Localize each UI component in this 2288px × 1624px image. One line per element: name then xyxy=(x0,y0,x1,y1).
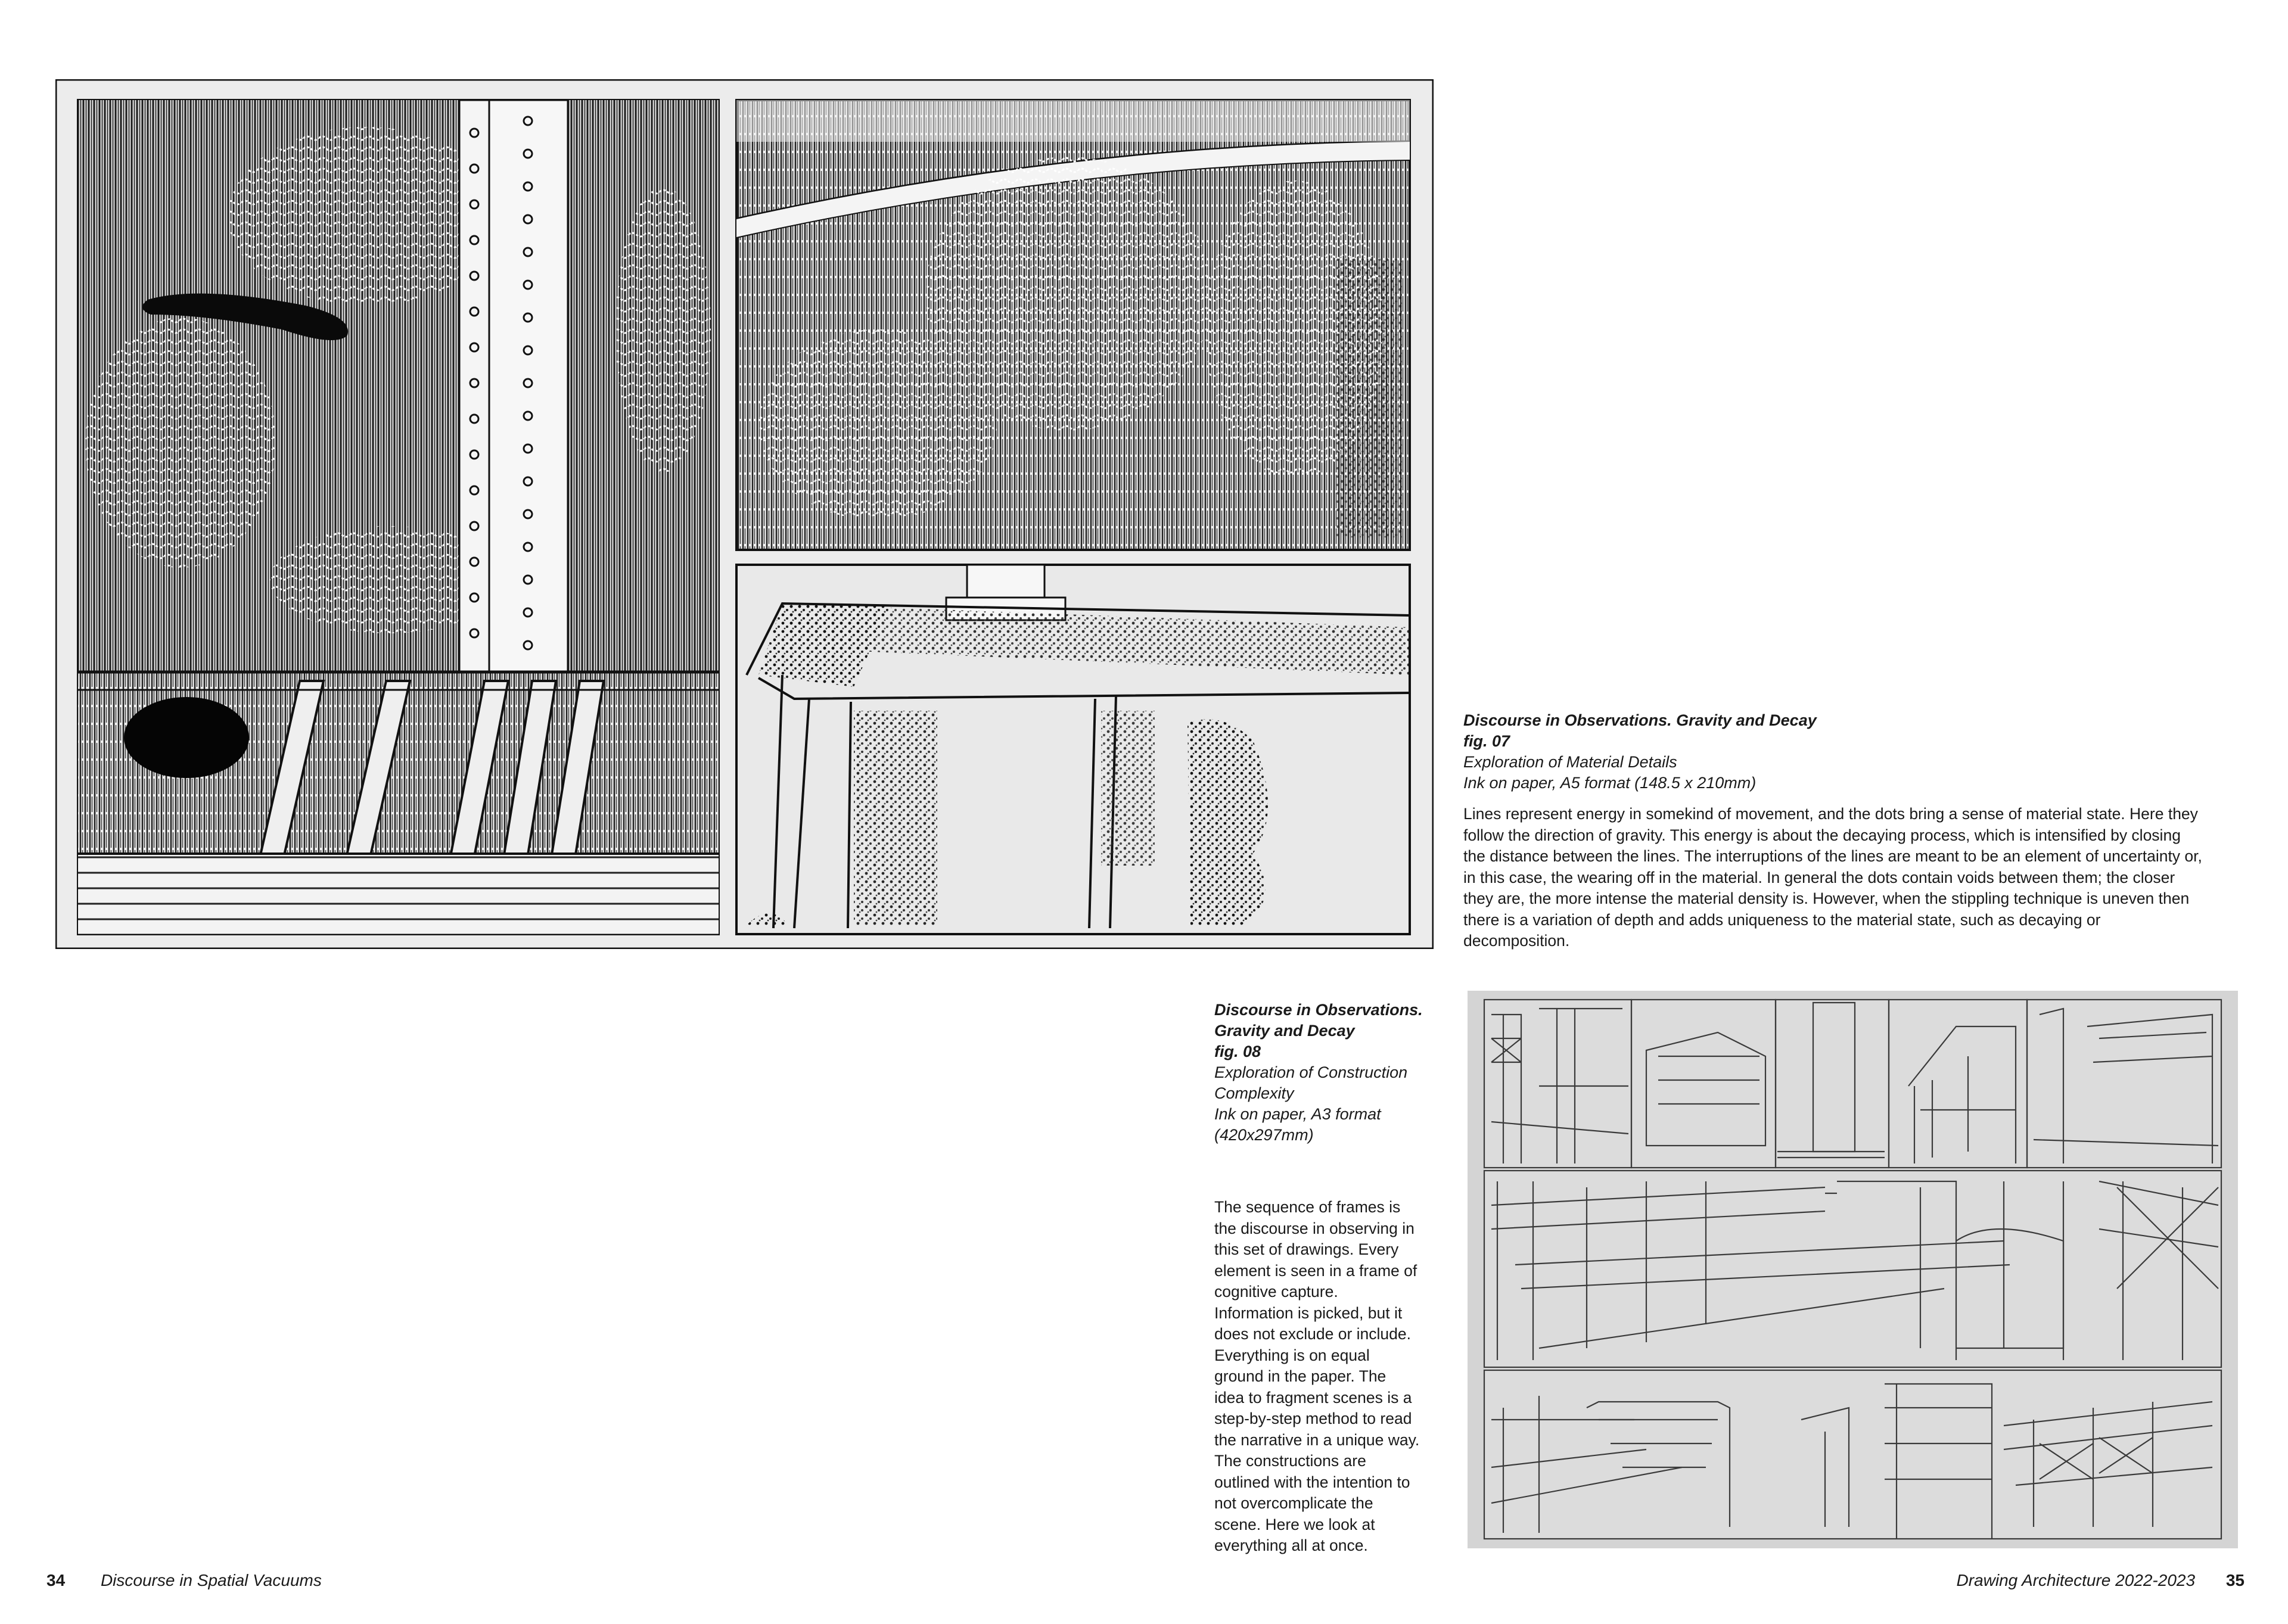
fig08-number: fig. 08 xyxy=(1214,1043,1261,1060)
left-running-title: Discourse in Spatial Vacuums xyxy=(100,1571,322,1589)
left-page-number: 34 xyxy=(46,1571,66,1589)
fig08-title-line2: Gravity and Decay xyxy=(1214,1022,1355,1040)
fig08-medium-line1: Ink on paper, A3 format xyxy=(1214,1105,1381,1123)
fig08-subtitle-line1: Exploration of Construction xyxy=(1214,1063,1408,1081)
footer-right xyxy=(1907,1570,2245,1591)
fig08-drawing xyxy=(1468,991,2238,1548)
right-running-title: Drawing Architecture 2022-2023 xyxy=(1956,1571,2196,1589)
fig08-caption xyxy=(1214,1000,1441,1146)
fig07-medium: Ink on paper, A5 format (148.5 x 210mm) xyxy=(1463,774,1757,792)
fig08-subtitle-line2: Complexity xyxy=(1214,1084,1294,1102)
fig07-subtitle: Exploration of Material Details xyxy=(1463,753,1677,771)
footer-left xyxy=(46,1570,464,1591)
fig08-body-text: The sequence of frames is the discourse in observing in this set of drawings. Every element is seen in a frame of cognitive capture. Information is picked, but it does not exclude or include. Everything is on equal ground in the paper. The idea to fragment scenes is a step-by-step method to read the narrative in a unique way. The constructions are outlined with the intention to not overcomplicate the scene. Here we look at everything all at once. xyxy=(1214,1198,1420,1554)
fig07-body-text: Lines represent energy in somekind of movement, and the dots bring a sense of material state. Here they follow the direction of gravity. This energy is about the decaying process, which is intensified by closing the distance between the lines. The interruptions of the lines are meant to be an element of uncertainty or, in this case, the wearing off in the material. In general the dots contain voids between them; the closer they are, the more intense the material density is. However, when the stippling technique is uneven then there is a variation of depth and adds uniqueness to the material state, such as decaying or decomposition. xyxy=(1463,805,2202,950)
fig07-title: Discourse in Observations. Gravity and Decay xyxy=(1463,711,1817,729)
fig08-title-line1: Discourse in Observations. xyxy=(1214,1001,1423,1019)
right-page-number: 35 xyxy=(2225,1571,2245,1589)
fig07-caption xyxy=(1463,710,2238,794)
fig07-drawing xyxy=(55,79,1434,949)
fig07-number: fig. 07 xyxy=(1463,732,1510,750)
fig08-medium-line2: (420x297mm) xyxy=(1214,1126,1314,1144)
